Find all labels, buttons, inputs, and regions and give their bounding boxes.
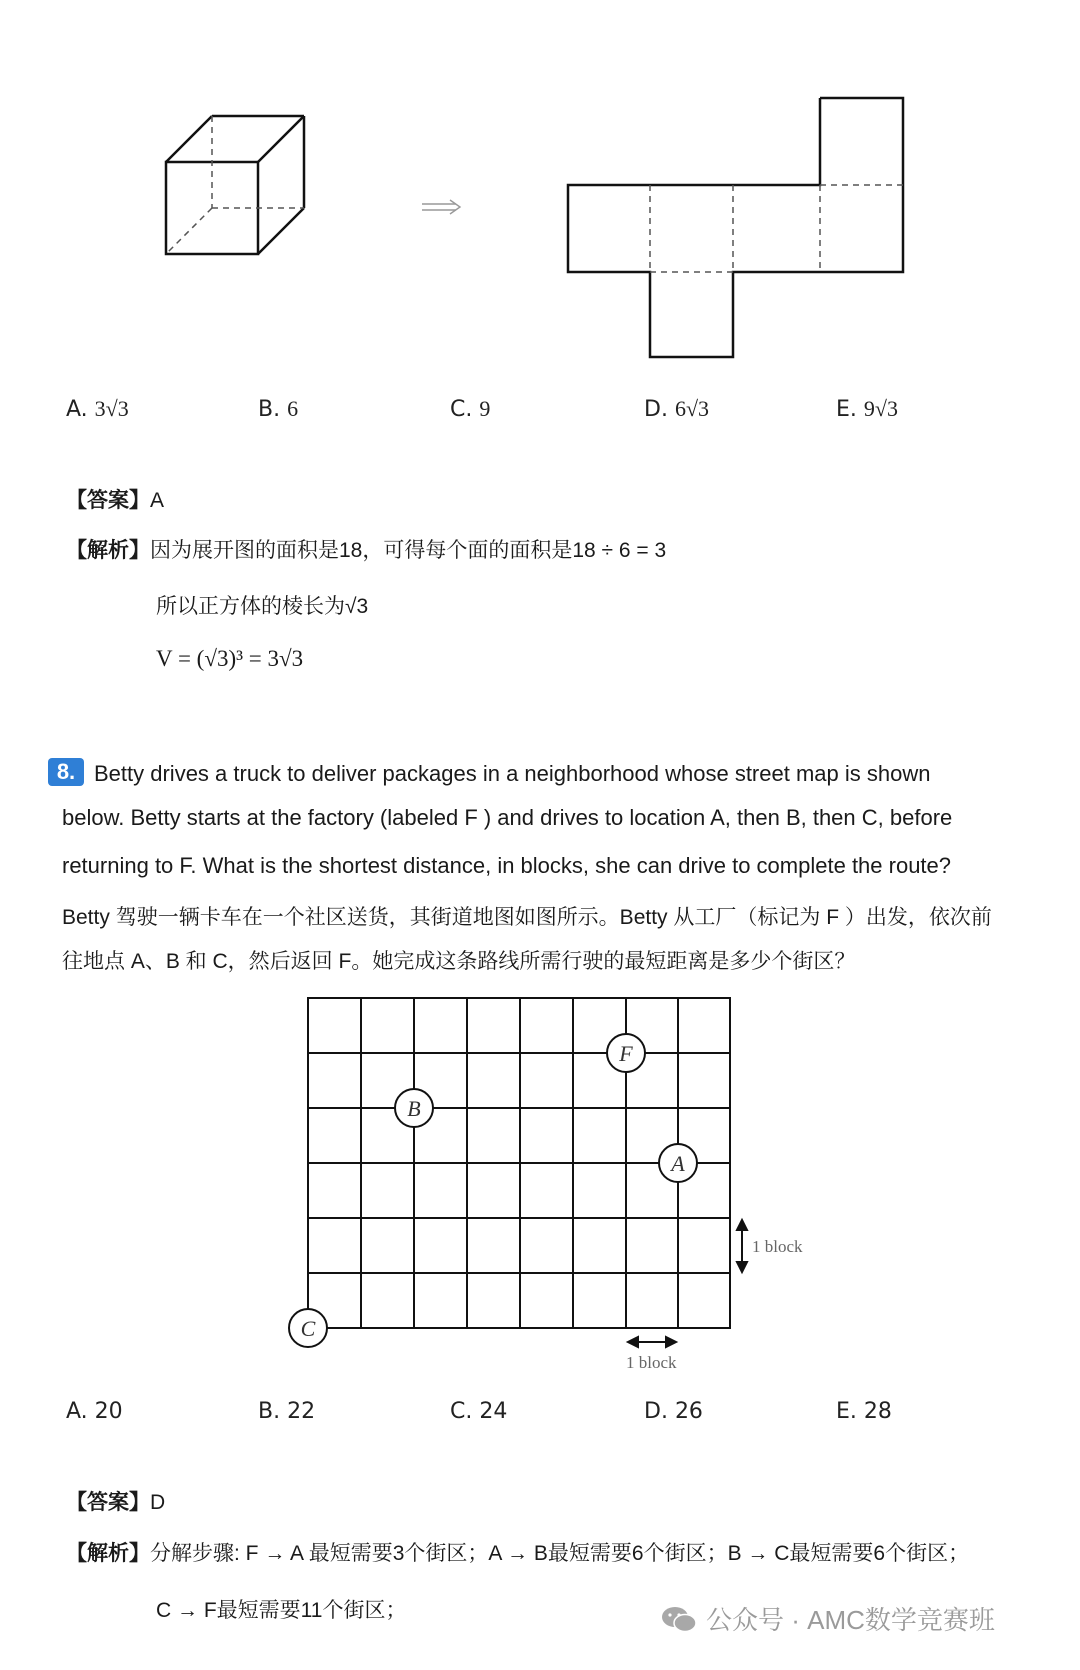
q8-choice-c	[450, 1399, 507, 1424]
q8-analysis-line1	[66, 1537, 969, 1567]
street-map	[280, 990, 820, 1380]
horizontal-scale-bar	[628, 1337, 676, 1347]
q8-text-cn-2: 往地点 A、B 和 C，然后返回 F。她完成这条路线所需行驶的最短距离是多少个街区？	[62, 950, 856, 973]
label-c: C	[300, 1316, 316, 1341]
q8-choice-e	[836, 1399, 892, 1424]
choice-letter: C.	[450, 397, 473, 422]
choice-value: 6	[287, 396, 299, 421]
analysis-label: 【解析】	[66, 539, 150, 562]
q8-text-en-2: below. Betty starts at the factory (labeled F ) and drives to location A, then B, then C, before	[62, 805, 953, 830]
q8-analysis-line2: C → F最短需要11个街区；	[156, 1599, 407, 1622]
choice-letter: D.	[644, 397, 668, 422]
q7-choice-b	[258, 396, 298, 422]
q8-choice-d	[644, 1399, 703, 1424]
q8-choice-b	[258, 1399, 315, 1424]
q7-choice-a	[66, 396, 129, 422]
answer-value: D	[150, 1491, 166, 1514]
choice-letter: D.	[644, 1399, 668, 1424]
choice-value: 24	[479, 1399, 508, 1424]
choice-value: 22	[287, 1399, 316, 1424]
q8-text-en-1: Betty drives a truck to deliver packages in a neighborhood whose street map is shown	[94, 761, 931, 786]
analysis-label: 【解析】	[66, 1542, 150, 1565]
vertical-scale-label: 1 block	[752, 1237, 803, 1256]
choice-value: 20	[94, 1399, 123, 1424]
q7-choice-d	[644, 396, 709, 422]
q7-analysis-line2: 所以正方体的棱长为√3	[156, 595, 369, 618]
answer-value: A	[150, 489, 165, 512]
choice-value: 6√3	[674, 396, 710, 421]
choice-letter: B.	[258, 1399, 281, 1424]
answer-label: 【答案】	[66, 1491, 150, 1514]
choice-letter: B.	[258, 397, 281, 422]
label-b: B	[407, 1096, 421, 1121]
cube-figure	[150, 100, 310, 260]
choice-letter: E.	[836, 1399, 857, 1424]
label-f: F	[619, 1041, 633, 1066]
q8-text-cn-1: Betty 驾驶一辆卡车在一个社区送货，其街道地图如图所示。Betty 从工厂（标记为 F ）出发，依次前	[62, 906, 992, 929]
choice-letter: E.	[836, 397, 857, 422]
choice-letter: C.	[450, 1399, 473, 1424]
analysis-text: 分解步骤: F → A 最短需要3个街区；A → B最短需要6个街区；B → C最短需要6个街区；	[150, 1542, 970, 1565]
analysis-text: 因为展开图的面积是18，可得每个面的面积是18 ÷ 6 = 3	[150, 539, 667, 562]
q8-choice-a	[66, 1399, 123, 1424]
vertical-scale-bar	[737, 1220, 747, 1272]
wechat-icon	[660, 1604, 698, 1634]
choice-value: 3√3	[94, 396, 129, 421]
choice-value: 9	[479, 396, 491, 421]
choice-value: 26	[674, 1399, 703, 1424]
cube-net-figure	[560, 95, 910, 365]
choice-value: 28	[863, 1399, 892, 1424]
watermark-text: 公众号 · AMC数学竞赛班	[706, 1605, 995, 1635]
q7-choice-c	[450, 396, 490, 422]
question-number-badge: 8.	[48, 758, 84, 786]
q7-analysis-line3: V = (√3)³ = 3√3	[156, 646, 304, 671]
q7-answer	[66, 484, 164, 514]
arrow-icon	[420, 198, 464, 216]
horizontal-scale-label: 1 block	[626, 1353, 677, 1372]
choice-value: 9√3	[863, 396, 898, 421]
answer-label: 【答案】	[66, 489, 150, 512]
q8-answer	[66, 1486, 165, 1516]
q8-text-en-3: returning to F. What is the shortest distance, in blocks, she can drive to complete the route?	[62, 853, 952, 878]
q7-choice-e	[836, 396, 898, 422]
choice-letter: A.	[66, 397, 88, 422]
choice-letter: A.	[66, 1399, 88, 1424]
label-a: A	[671, 1151, 685, 1176]
q7-analysis-line1	[66, 534, 666, 564]
